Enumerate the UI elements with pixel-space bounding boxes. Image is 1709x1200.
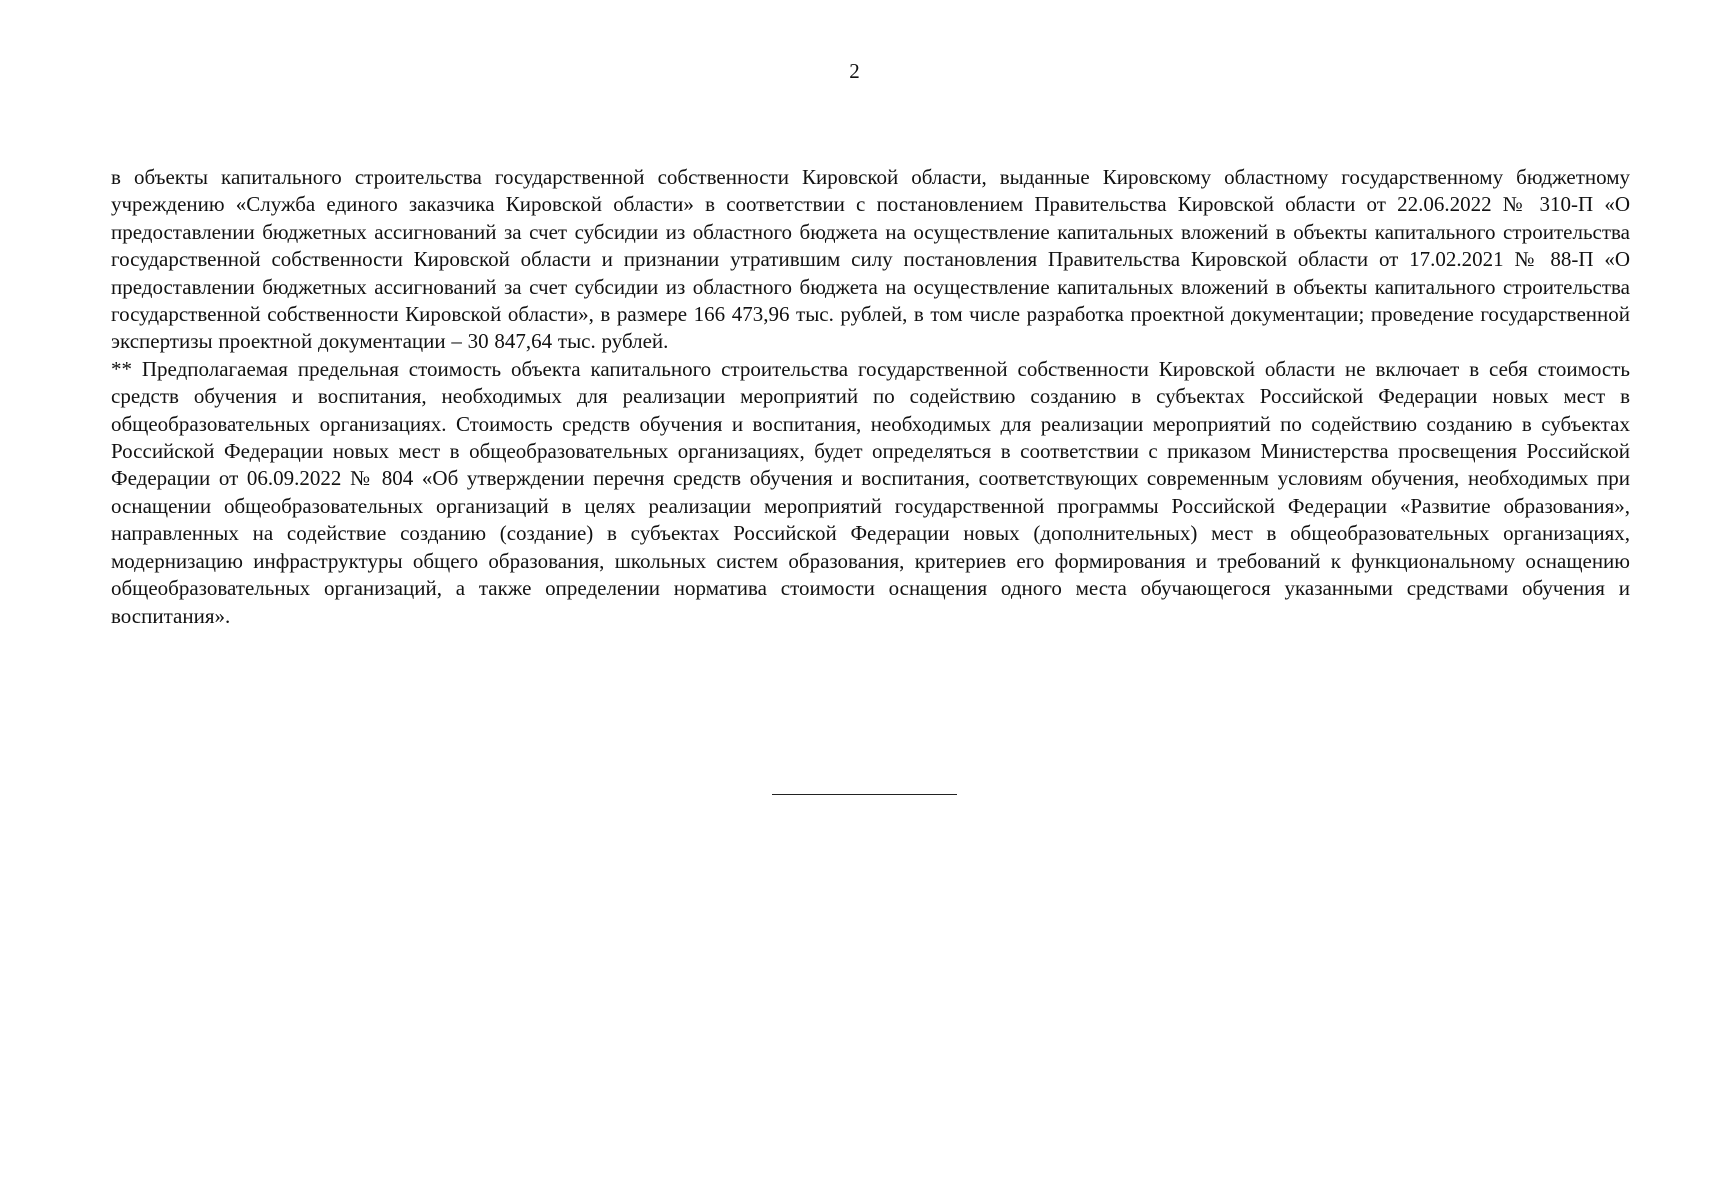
page-number: 2: [849, 59, 860, 83]
paragraph-footnote-double-asterisk: ** Предполагаемая предельная стоимость объекта капитального строительства государственной собственности Кировской области не включает в себя стоимость средств обучения и воспитания, необходимых для реализации мероприятий по содействию созданию в субъектах Российской Федерации новых мест в общеобразовательных организациях. Стоимость средств обучения и воспитания, необходимых для реализации мероприятий по содействию созданию в субъектах Российской Федерации новых мест в общеобразовательных организациях, будет определяться в соответствии с приказом Министерства просвещения Российской Федерации от 06.09.2022 № 804 «Об утверждении перечня средств обучения и воспитания, соответствующих современным условиям обучения, необходимых при оснащении общеобразовательных организаций в целях реализации мероприятий государственной программы Российской Федерации «Развитие образования», направленных на содействие созданию (создание) в субъектах Российской Федерации новых (дополнительных) мест в общеобразовательных организациях, модернизацию инфраструктуры общего образования, школьных систем образования, критериев его формирования и требований к функциональному оснащению общеобразовательных организаций, а также определении норматива стоимости оснащения одного места обучающегося указанными средствами обучения и воспитания».: [111, 356, 1630, 628]
document-body: [111, 164, 1630, 630]
paragraph-continuation: в объекты капитального строительства государственной собственности Кировской области, выданные Кировскому областному государственному бюджетному учреждению «Служба единого заказчика Кировской области» в соответствии с постановлением Правительства Кировской области от 22.06.2022 № 310-П «О предоставлении бюджетных ассигнований за счет субсидии из областного бюджета на осуществление капитальных вложений в объекты капитального строительства государственной собственности Кировской области и признании утратившим силу постановления Правительства Кировской области от 17.02.2021 № 88-П «О предоставлении бюджетных ассигнований за счет субсидии из областного бюджета на осуществление капитальных вложений в объекты капитального строительства государственной собственности Кировской области», в размере 166 473,96 тыс. рублей, в том числе разработка проектной документации; проведение государственной экспертизы проектной документации – 30 847,64 тыс. рублей.: [111, 165, 1630, 354]
end-separator-line: [772, 794, 957, 795]
